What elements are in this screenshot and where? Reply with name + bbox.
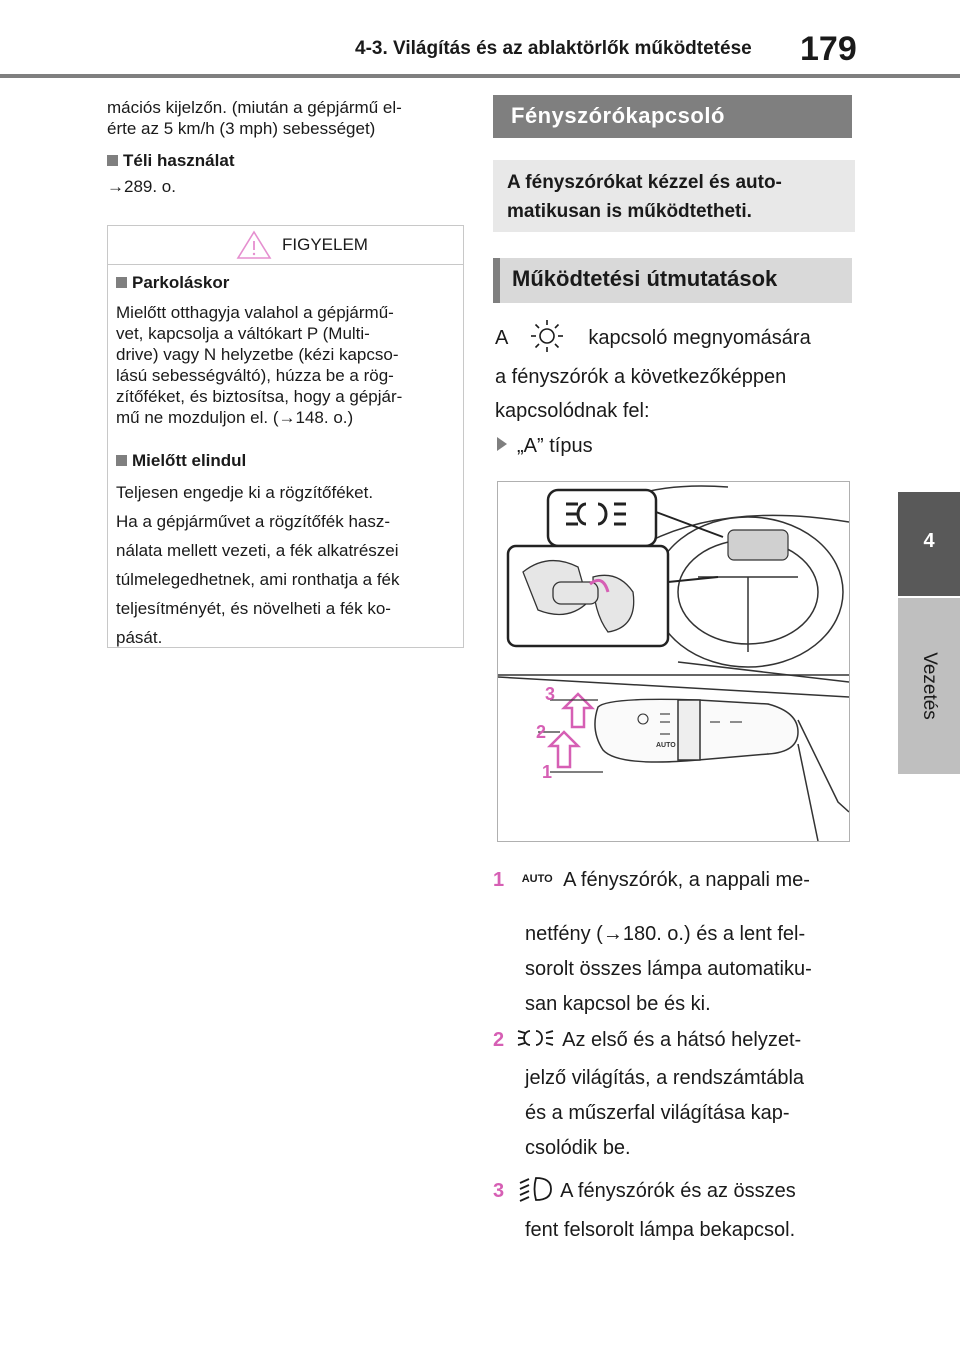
before-paragraph [116,478,456,652]
body-line-3: kapcsolódnak fel: [495,400,650,422]
type-label-text: „A” típus [517,435,593,457]
figure-label-3: 3 [545,684,556,704]
figure-auto-label: AUTO [656,742,676,749]
square-bullet-icon [116,277,127,288]
continued-line: mációs kijelzőn. (miután a gépjármű el- [107,98,402,117]
before-heading [116,450,456,471]
item-2-line-4: csolódik be. [525,1137,631,1159]
subsection-heading: Működtetési útmutatások [512,266,778,291]
text-line: nálata mellett vezeti, a fék alkatrészei [116,541,399,560]
item-1-line-4: san kapcsol be és ki. [525,993,711,1015]
square-bullet-icon [107,155,118,166]
figure-label-2: 2 [536,722,547,742]
body-text: A [495,327,508,349]
before-heading-text: Mielőtt elindul [132,451,247,470]
item-3-line-1 [493,1173,796,1209]
winter-ref: →289. o. [107,177,176,196]
item-1-line-2: netfény (→180. o.) és a lent fel- [525,923,806,945]
intro-box [493,160,855,232]
type-label [497,427,593,465]
header-rule [0,74,960,78]
intro-line: matikusan is működtetheti. [507,201,752,222]
warning-triangle-icon [236,230,272,260]
intro-line: A fényszórókat kézzel és auto- [507,172,782,193]
text-line: pását. [116,628,163,647]
item-number: 3 [493,1180,505,1202]
headlight-switch-illustration [497,481,850,842]
triangle-bullet-icon [497,437,507,451]
text-line: zítőféket, és biztosítsa, hogy a gépjár- [116,387,403,406]
parking-heading [116,272,456,293]
item-1-line-3: sorolt összes lámpa automatiku- [525,958,812,980]
continued-line: érte az 5 km/h (3 mph) sebességet) [107,119,376,138]
text-line: Teljesen engedje ki a rögzítőféket. [116,483,374,502]
tail-light-icon [516,1025,556,1051]
text-line: drive) vagy N helyzetbe (kézi kapcso- [116,345,399,364]
parking-heading-text: Parkoláskor [132,273,230,292]
item-2-line-2: jelző világítás, a rendszámtábla [525,1067,805,1089]
page-number: 179 [800,30,857,68]
item-number: 2 [493,1029,505,1051]
figure-label-1: 1 [542,762,553,782]
body-text: kapcsoló megnyomására [588,327,811,349]
text-line: Ha a gépjárművet a rögzítőfék hasz- [116,512,391,531]
warning-header [108,226,463,265]
light-symbol-icon [527,318,567,354]
chapter-label: Vezetés [919,652,940,720]
item-text: A fényszórók, a nappali me- [563,869,810,891]
text-line: Mielőtt otthagyja valahol a gépjármű- [116,303,394,322]
square-bullet-icon [116,455,127,466]
headlight-icon [516,1175,554,1203]
text-line: túlmelegedhetnek, ami ronthatja a fék [116,570,400,589]
item-2-line-3: és a műszerfal világítása kap- [525,1102,790,1124]
section-heading-band [493,95,852,138]
body-line-2: a fényszórók a következőképpen [495,366,787,388]
item-text: A fényszórók és az összes [560,1180,796,1202]
chapter-tab [898,492,960,596]
chapter-number: 4 [923,530,935,552]
illustration-svg [498,482,849,841]
section-heading: Fényszórókapcsoló [511,103,725,128]
text-line: vet, kapcsolja a váltókart P (Multi- [116,324,370,343]
chapter-label-tab [898,598,960,774]
warning-box [107,225,464,648]
auto-icon: AUTO [521,873,553,885]
item-number: 1 [493,869,505,891]
subsection-heading-band [493,258,852,303]
intro-text [507,168,847,226]
item-1-line-1 [493,861,810,898]
text-line: lású sebességváltó), húzza be a rög- [116,366,394,385]
parking-paragraph [116,302,456,428]
item-text: Az első és a hátsó helyzet- [562,1029,802,1051]
body-line-1 [495,318,811,357]
winter-heading [107,150,234,171]
text-line: teljesítményét, és növelheti a fék ko- [116,599,391,618]
text-line: mű ne mozduljon el. (→148. o.) [116,408,354,427]
continued-paragraph [107,97,467,139]
winter-heading-text: Téli használat [123,151,235,170]
section-title: 4-3. Világítás és az ablaktörlők működtetése [355,38,752,59]
item-3-line-2: fent felsorolt lámpa bekapcsol. [525,1219,796,1241]
warning-title: FIGYELEM [282,235,368,254]
item-2-line-1 [493,1022,801,1058]
